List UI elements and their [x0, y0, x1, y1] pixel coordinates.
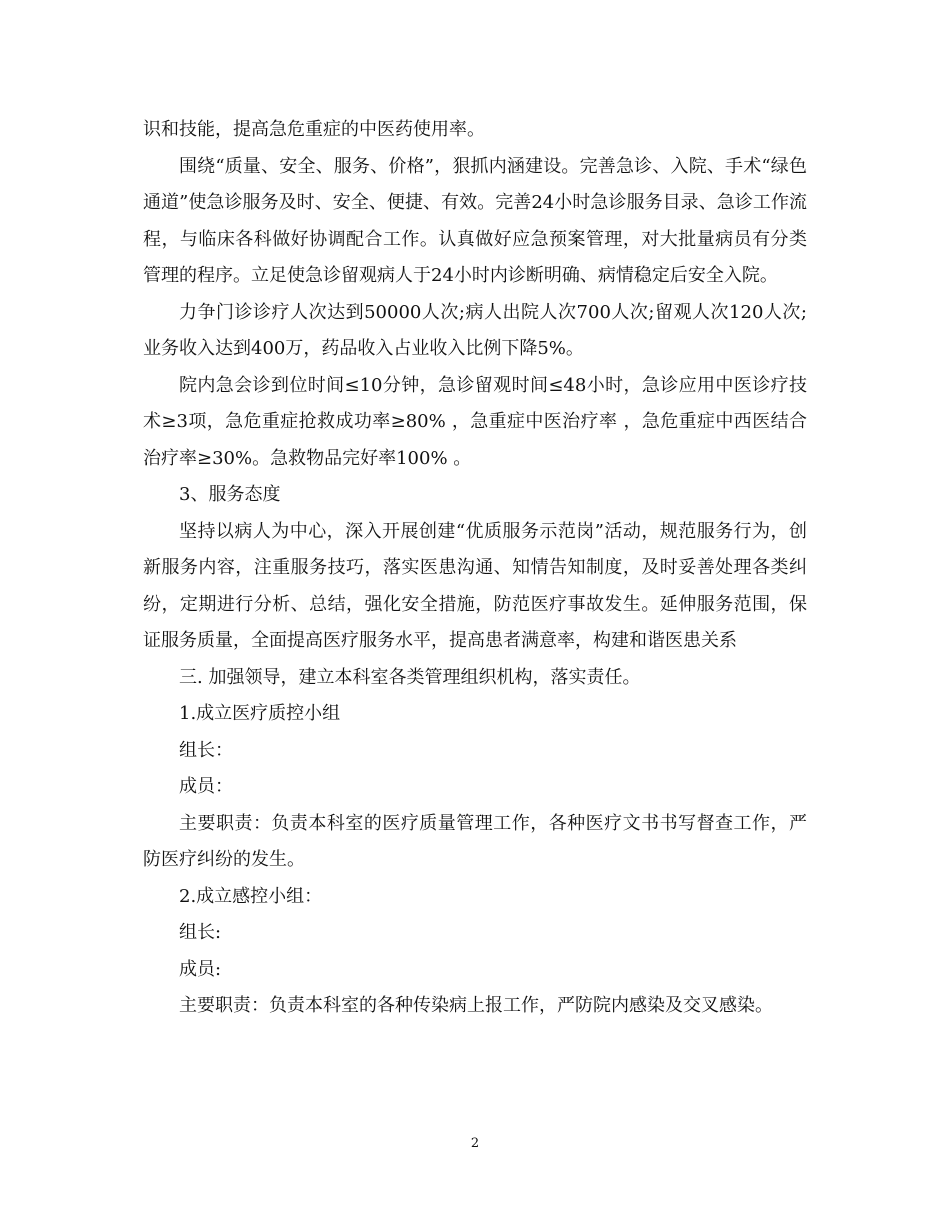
subsection-heading: 1.成立医疗质控小组 — [179, 703, 341, 724]
paragraph: 坚持以病人为中心，深入开展创建“优质服务示范岗”活动，规范服务行为，创新服务内容，注重服务技巧，落实医患沟通、知情告知制度，及时妥善处理各类纠纷，定期进行分析、总结，强化安全措施，防范医疗事故发生。延伸服务范围，保证服务质量，全面提高医疗服务水平，提高患者满意率，构建和谐医患关系 — [143, 520, 807, 651]
field-label: 组长: — [179, 922, 222, 943]
paragraph: 院内急会诊到位时间≤10分钟，急诊留观时间≤48小时，急诊应用中医诊疗技术≥3项，急危重症抢救成功率≥80% ，急重症中医治疗率 ，急危重症中西医结合治疗率≥30%。急救物品完好率100% 。 — [143, 374, 807, 469]
paragraph: 主要职责：负责本科室的医疗质量管理工作，各种医疗文书书写督查工作，严防医疗纠纷的发生。 — [143, 812, 807, 870]
field-label: 成员： — [179, 776, 233, 797]
paragraph: 主要职责：负责本科室的各种传染病上报工作，严防院内感染及交叉感染。 — [179, 995, 773, 1016]
document-body — [143, 112, 807, 1025]
page-number: 2 — [470, 1136, 480, 1151]
paragraph: 力争门诊诊疗人次达到50000人次;病人出院人次700人次;留观人次120人次;业务收入达到400万，药品收入占业收入比例下降5%。 — [143, 301, 807, 359]
field-label: 成员: — [179, 958, 222, 980]
paragraph: 识和技能，提高急危重症的中医药使用率。 — [143, 119, 485, 140]
field-label: 组长： — [179, 739, 233, 761]
section-heading: 3、服务态度 — [179, 484, 281, 505]
paragraph: 围绕“质量、安全、服务、价格”，狠抓内涵建设。完善急诊、入院、手术“绿色通道”使急诊服务及时、安全、便捷、有效。完善24小时急诊服务目录、急诊工作流程，与临床各科做好协调配合工作。认真做好应急预案管理，对大批量病员有分类管理的程序。立足使急诊留观病人于24小时内诊断明确、病情稳定后安全入院。 — [143, 155, 807, 286]
subsection-heading: 2.成立感控小组： — [179, 885, 323, 907]
section-heading: 三. 加强领导，建立本科室各类管理组织机构，落实责任。 — [179, 666, 641, 688]
